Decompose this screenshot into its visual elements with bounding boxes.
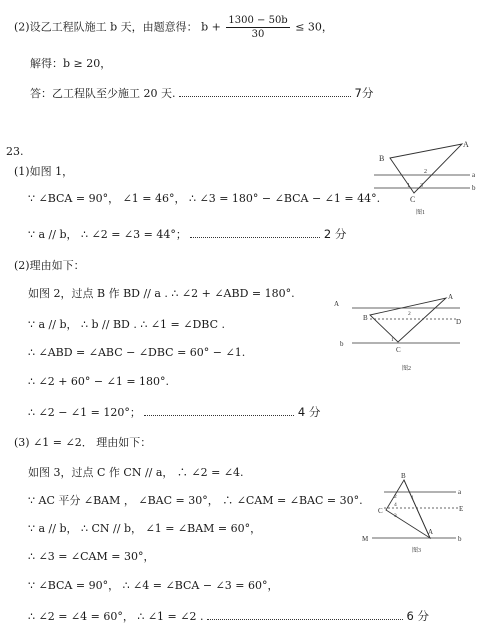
part2-intro-line bbox=[14, 14, 333, 41]
figure-2 bbox=[330, 290, 470, 374]
fig3-label-line-a: a bbox=[458, 488, 462, 496]
fig2-caption: 图2 bbox=[402, 366, 412, 372]
fig1-label-c-point: C bbox=[410, 195, 416, 204]
fig2-angle-2: 2 bbox=[408, 311, 411, 317]
fig2-angle-1: 1 bbox=[391, 337, 394, 343]
p2-line5-text: ∴ ∠2 − ∠1 = 120°； bbox=[28, 406, 141, 419]
question-number: 23. bbox=[6, 145, 24, 158]
dotted-leader bbox=[190, 228, 320, 238]
fig2-label-a-point: A bbox=[448, 293, 454, 301]
part2-ineq-prefix: b + bbox=[201, 20, 221, 34]
p3-head: (3) ∠1 = ∠2． 理由如下： bbox=[14, 436, 152, 449]
fig1-label-line-b: b bbox=[472, 184, 476, 192]
p2-line5 bbox=[28, 405, 320, 420]
part2-intro: (2)设乙工程队施工 b 天，由题意得： bbox=[14, 20, 198, 34]
p3-line3: ∵ a // b， ∴ CN // b， ∠1 = ∠BAM = 60°， bbox=[28, 522, 262, 535]
p1-head: (1)如图 1， bbox=[14, 165, 74, 178]
fig3-label-e-point: E bbox=[459, 505, 464, 513]
fig3-angle-1: 1 bbox=[411, 495, 414, 501]
dotted-leader bbox=[144, 406, 294, 416]
fig2-label-d-point: D bbox=[456, 318, 462, 326]
p2-line3: ∴ ∠ABD = ∠ABC − ∠DBC = 60° − ∠1. bbox=[28, 346, 246, 359]
part2-answer-line bbox=[30, 86, 373, 101]
score-7: 7分 bbox=[354, 86, 374, 100]
part2-solve: 解得：b ≥ 20， bbox=[30, 57, 112, 70]
fig2-label-line-a: A bbox=[334, 300, 340, 308]
p1-line1: ∵ ∠BCA = 90°， ∠1 = 46°， ∴ ∠3 = 180° − ∠BCA − ∠1 = 44°. bbox=[28, 192, 381, 205]
figure-3 bbox=[360, 468, 480, 560]
fig1-angle-1: 1 bbox=[407, 183, 410, 189]
fig1-label-a-point: A bbox=[463, 140, 469, 149]
score-4: 4 分 bbox=[297, 405, 321, 419]
fig1-label-line-a: a bbox=[472, 171, 476, 179]
fig1-caption: 图1 bbox=[416, 210, 426, 216]
fraction-numerator: 1300 − 50b bbox=[228, 15, 288, 26]
p3-line1: 如图 3，过点 C 作 CN // a， ∴ ∠2 = ∠4. bbox=[28, 466, 244, 479]
figure-1 bbox=[370, 138, 480, 218]
fig1-label-b-point: B bbox=[379, 154, 385, 163]
fig3-angle-2: 2 bbox=[394, 494, 397, 500]
part2-ineq-suffix: ≤ 30， bbox=[295, 20, 333, 34]
fig1-angle-3: 3 bbox=[420, 183, 423, 189]
fraction-denominator: 30 bbox=[251, 29, 265, 40]
fig3-label-a-point: A bbox=[428, 528, 434, 536]
part2-answer: 答：乙工程队至少施工 20 天. bbox=[30, 87, 176, 100]
fig3-label-b-point: B bbox=[401, 472, 406, 480]
fig2-label-c-point: C bbox=[396, 346, 401, 354]
p1-line2 bbox=[28, 227, 346, 242]
score-2: 2 分 bbox=[323, 227, 347, 241]
p2-line1: 如图 2，过点 B 作 BD // a . ∴ ∠2 + ∠ABD = 180°. bbox=[28, 287, 295, 300]
p2-line2: ∵ a // b， ∴ b // BD . ∴ ∠1 = ∠DBC . bbox=[28, 318, 225, 331]
p2-line4: ∴ ∠2 + 60° − ∠1 = 180°. bbox=[28, 375, 170, 388]
part2-fraction bbox=[226, 14, 289, 41]
p3-line6 bbox=[28, 609, 429, 624]
p3-line6-text: ∴ ∠2 = ∠4 = 60°， ∴ ∠1 = ∠2 . bbox=[28, 610, 204, 623]
fig3-label-c-point: C bbox=[378, 507, 383, 515]
triangle-abc bbox=[370, 298, 446, 342]
p2-head: (2)理由如下： bbox=[14, 259, 85, 272]
fig3-label-m-point: M bbox=[362, 535, 369, 543]
score-6: 6 分 bbox=[406, 609, 429, 623]
p3-line2: ∵ AC 平分 ∠BAM ， ∠BAC = 30°， ∴ ∠CAM = ∠BAC = 30°. bbox=[28, 494, 363, 507]
fig3-angle-3: 3 bbox=[394, 513, 397, 519]
p3-line4: ∴ ∠3 = ∠CAM = 30°， bbox=[28, 550, 155, 563]
fig3-caption: 图3 bbox=[412, 548, 422, 554]
fig2-label-b-point: B bbox=[363, 314, 368, 322]
fig3-angle-4: 4 bbox=[394, 502, 397, 508]
fig1-angle-2: 2 bbox=[424, 169, 427, 175]
dotted-leader bbox=[179, 87, 351, 97]
fig3-label-line-b: b bbox=[458, 535, 462, 543]
fig2-label-line-b: b bbox=[340, 340, 344, 348]
dotted-leader bbox=[207, 610, 403, 620]
p1-line2-text: ∵ a // b， ∴ ∠2 = ∠3 = 44°； bbox=[28, 228, 187, 241]
p3-line5: ∵ ∠BCA = 90°， ∴ ∠4 = ∠BCA − ∠3 = 60°， bbox=[28, 579, 279, 592]
